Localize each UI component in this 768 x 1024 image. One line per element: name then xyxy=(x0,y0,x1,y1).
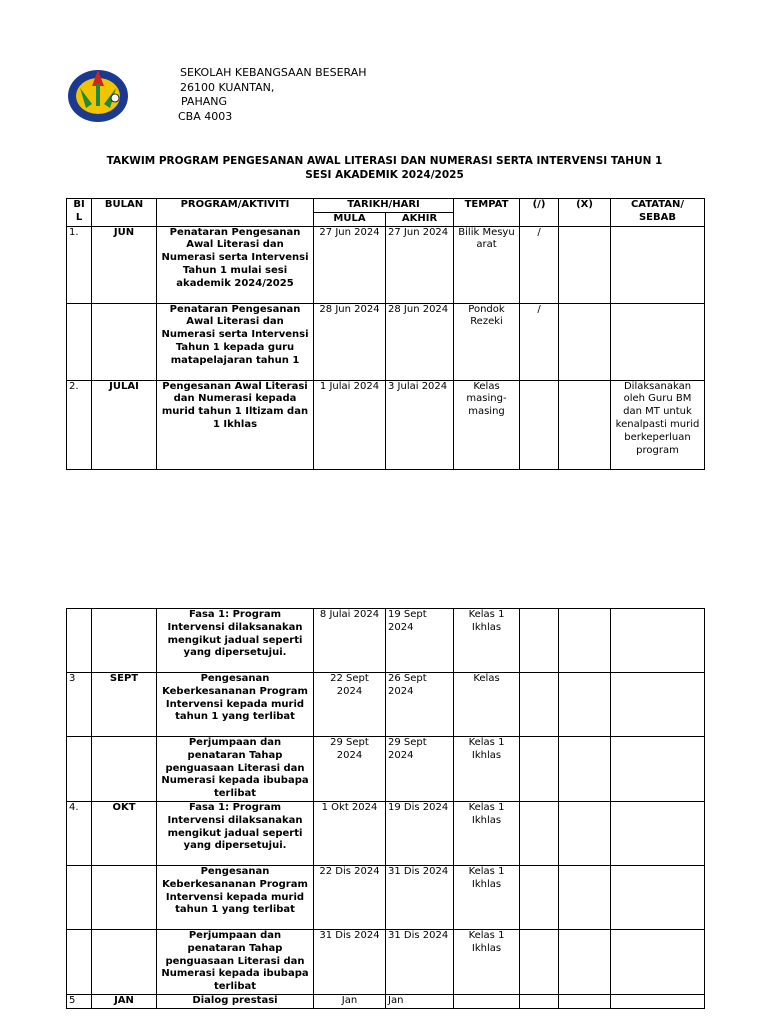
header-tick: (/) xyxy=(520,199,559,227)
cell-cross xyxy=(559,226,611,303)
cell-bil xyxy=(67,737,92,802)
cell-bil: 5 xyxy=(67,994,92,1008)
schedule-table-page2 xyxy=(66,608,705,1009)
logo-ball xyxy=(111,94,119,102)
cell-mula: 27 Jun 2024 xyxy=(314,226,386,303)
cell-tick xyxy=(520,801,559,865)
document-title xyxy=(66,154,703,182)
header-bil: BI L xyxy=(67,199,92,227)
cell-program: Pengesanan Keberkesananan Program Intervensi kepada murid tahun 1 yang terlibat xyxy=(157,865,314,929)
cell-mula: 29 Sept 2024 xyxy=(314,737,386,802)
cell-catatan xyxy=(611,226,705,303)
school-name: SEKOLAH KEBANGSAAN BESERAH xyxy=(180,66,367,79)
cell-bil xyxy=(67,865,92,929)
cell-akhir: 26 Sept 2024 xyxy=(386,673,454,737)
table-row xyxy=(67,673,705,737)
cell-tempat: Bilik Mesyuarat xyxy=(454,226,520,303)
cell-bil: 1. xyxy=(67,226,92,303)
table-row xyxy=(67,801,705,865)
school-info xyxy=(180,66,367,124)
cell-bulan xyxy=(92,737,157,802)
cell-cross xyxy=(559,303,611,380)
cell-cross xyxy=(559,801,611,865)
cell-mula: 28 Jun 2024 xyxy=(314,303,386,380)
cell-bil: 2. xyxy=(67,380,92,469)
cell-akhir: 19 Dis 2024 xyxy=(386,801,454,865)
cell-akhir: 28 Jun 2024 xyxy=(386,303,454,380)
cell-catatan xyxy=(611,673,705,737)
cell-akhir: 3 Julai 2024 xyxy=(386,380,454,469)
table-row xyxy=(67,303,705,380)
cell-cross xyxy=(559,380,611,469)
table-row xyxy=(67,994,705,1008)
cell-mula: 1 Okt 2024 xyxy=(314,801,386,865)
cell-tick xyxy=(520,609,559,673)
cell-mula: 8 Julai 2024 xyxy=(314,609,386,673)
cell-tick xyxy=(520,673,559,737)
cell-tempat xyxy=(454,994,520,1008)
cell-akhir: 19 Sept 2024 xyxy=(386,609,454,673)
header-program: PROGRAM/AKTIVITI xyxy=(157,199,314,227)
cell-mula: Jan xyxy=(314,994,386,1008)
cell-cross xyxy=(559,737,611,802)
cell-tempat: Pondok Rezeki xyxy=(454,303,520,380)
cell-catatan xyxy=(611,801,705,865)
cell-tick xyxy=(520,737,559,802)
cell-catatan xyxy=(611,737,705,802)
table-row xyxy=(67,609,705,673)
header-cross: (X) xyxy=(559,199,611,227)
cell-catatan xyxy=(611,303,705,380)
cell-tempat: Kelas 1 Ikhlas xyxy=(454,929,520,994)
cell-bulan xyxy=(92,609,157,673)
cell-mula: 22 Dis 2024 xyxy=(314,865,386,929)
cell-mula: 22 Sept 2024 xyxy=(314,673,386,737)
logo-torch xyxy=(96,84,100,106)
cell-tempat: Kelas 1 Ikhlas xyxy=(454,737,520,802)
cell-mula: 31 Dis 2024 xyxy=(314,929,386,994)
cell-bulan xyxy=(92,303,157,380)
cell-program: Fasa 1: Program Intervensi dilaksanakan mengikut jadual seperti yang dipersetujui. xyxy=(157,609,314,673)
table-row xyxy=(67,929,705,994)
cell-bulan xyxy=(92,929,157,994)
cell-catatan xyxy=(611,994,705,1008)
cell-program: Pengesanan Awal Literasi dan Numerasi kepada murid tahun 1 Iltizam dan 1 Ikhlas xyxy=(157,380,314,469)
cell-akhir: Jan xyxy=(386,994,454,1008)
cell-mula: 1 Julai 2024 xyxy=(314,380,386,469)
cell-bil: 3 xyxy=(67,673,92,737)
cell-bulan: JULAI xyxy=(92,380,157,469)
cell-cross xyxy=(559,865,611,929)
school-logo xyxy=(66,64,130,124)
cell-program: Pengesanan Keberkesananan Program Intervensi kepada murid tahun 1 yang terlibat xyxy=(157,673,314,737)
cell-bulan: JAN xyxy=(92,994,157,1008)
cell-tick xyxy=(520,929,559,994)
cell-cross xyxy=(559,609,611,673)
header-tempat: TEMPAT xyxy=(454,199,520,227)
cell-tick xyxy=(520,994,559,1008)
cell-bulan: SEPT xyxy=(92,673,157,737)
cell-akhir: 29 Sept 2024 xyxy=(386,737,454,802)
table-row xyxy=(67,380,705,469)
cell-tick: / xyxy=(520,303,559,380)
cell-program: Penataran Pengesanan Awal Literasi dan Numerasi serta Intervensi Tahun 1 mulai sesi akademik 2024/2025 xyxy=(157,226,314,303)
cell-program: Dialog prestasi xyxy=(157,994,314,1008)
title-line1: TAKWIM PROGRAM PENGESANAN AWAL LITERASI DAN NUMERASI SERTA INTERVENSI TAHUN 1 xyxy=(106,155,663,167)
cell-bil xyxy=(67,303,92,380)
cell-bil: 4. xyxy=(67,801,92,865)
cell-cross xyxy=(559,929,611,994)
cell-program: Perjumpaan dan penataran Tahap penguasaan Literasi dan Numerasi kepada ibubapa terlibat xyxy=(157,737,314,802)
cell-cross xyxy=(559,994,611,1008)
cell-bulan: OKT xyxy=(92,801,157,865)
school-address-line1: 26100 KUANTAN, xyxy=(180,80,275,94)
cell-catatan: Dilaksanakan oleh Guru BM dan MT untuk kenalpasti murid berkeperluan program xyxy=(611,380,705,469)
cell-akhir: 31 Dis 2024 xyxy=(386,865,454,929)
cell-bil xyxy=(67,609,92,673)
school-code: CBA 4003 xyxy=(178,109,233,123)
cell-tempat: Kelas 1 Ikhlas xyxy=(454,865,520,929)
cell-catatan xyxy=(611,865,705,929)
header-mula: MULA xyxy=(314,212,386,226)
school-address-line2: PAHANG xyxy=(181,95,228,108)
header-bulan: BULAN xyxy=(92,199,157,227)
cell-tick: / xyxy=(520,226,559,303)
cell-tempat: Kelas 1 Ikhlas xyxy=(454,609,520,673)
cell-akhir: 31 Dis 2024 xyxy=(386,929,454,994)
cell-catatan xyxy=(611,609,705,673)
table-row xyxy=(67,226,705,303)
cell-tempat: Kelas masing-masing xyxy=(454,380,520,469)
cell-tick xyxy=(520,865,559,929)
cell-program: Penataran Pengesanan Awal Literasi dan Numerasi serta Intervensi Tahun 1 kepada guru matapelajaran tahun 1 xyxy=(157,303,314,380)
cell-tempat: Kelas 1 Ikhlas xyxy=(454,801,520,865)
table-row xyxy=(67,865,705,929)
title-line2: SESI AKADEMIK 2024/2025 xyxy=(305,169,464,181)
cell-tick xyxy=(520,380,559,469)
cell-program: Fasa 1: Program Intervensi dilaksanakan mengikut jadual seperti yang dipersetujui. xyxy=(157,801,314,865)
header-akhir: AKHIR xyxy=(386,212,454,226)
cell-tempat: Kelas xyxy=(454,673,520,737)
cell-akhir: 27 Jun 2024 xyxy=(386,226,454,303)
cell-bil xyxy=(67,929,92,994)
cell-catatan xyxy=(611,929,705,994)
header-catatan: CATATAN/ SEBAB xyxy=(611,199,705,227)
cell-bulan: JUN xyxy=(92,226,157,303)
table-row xyxy=(67,737,705,802)
cell-cross xyxy=(559,673,611,737)
cell-program: Perjumpaan dan penataran Tahap penguasaan Literasi dan Numerasi kepada ibubapa terlibat xyxy=(157,929,314,994)
schedule-table-page1 xyxy=(66,198,705,470)
cell-bulan xyxy=(92,865,157,929)
header-tarikh: TARIKH/HARI xyxy=(314,199,454,213)
